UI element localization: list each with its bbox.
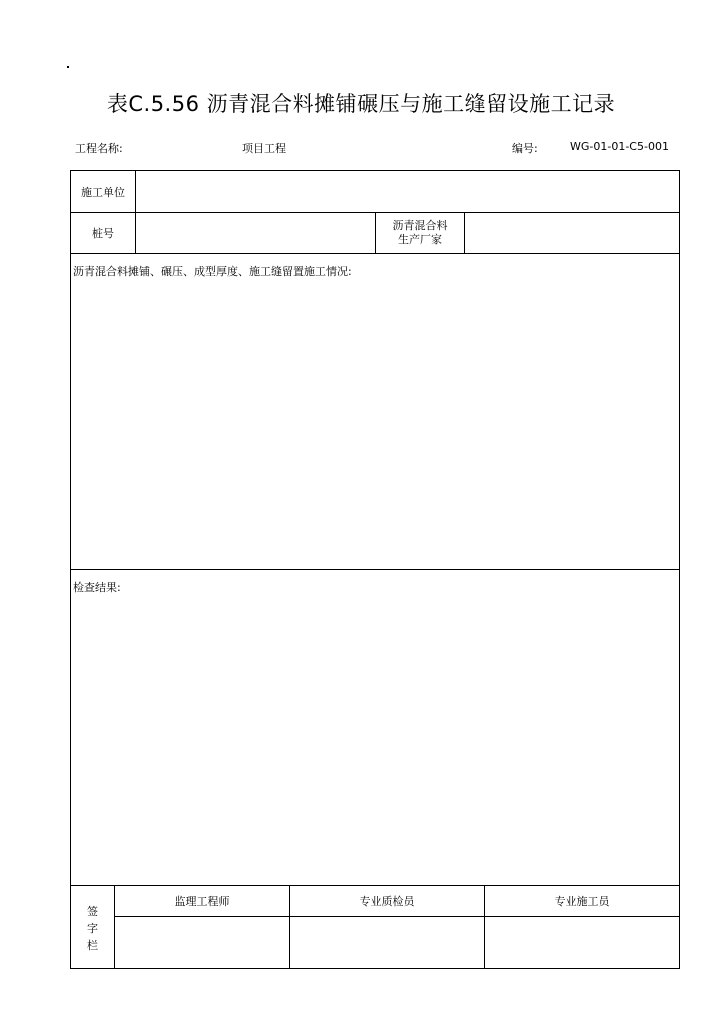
manufacturer-label-line1: 沥青混合料 [392,219,448,232]
manufacturer-label [376,213,464,253]
inspection-notes-area[interactable] [71,570,679,885]
construction-unit-label: 施工单位 [81,185,125,199]
manufacturer-label-line2: 生产厂家 [398,233,442,246]
construction-unit-field[interactable] [136,171,679,212]
signature-char: 栏 [87,939,98,952]
inspection-section-label: 检查结果: [73,581,121,594]
construction-worker-signature-field[interactable] [485,917,679,969]
station-field[interactable] [136,213,375,253]
signature-char: 字 [87,922,98,935]
record-form [70,170,680,969]
page-title: 表C.5.56 沥青混合料摊铺碾压与施工缝留设施工记录 [106,92,616,116]
quality-inspector-label: 专业质检员 [359,895,415,908]
stray-mark [67,66,69,68]
construction-worker-label: 专业施工员 [554,895,610,908]
signature-column-label [71,903,114,954]
signature-char: 签 [87,905,98,918]
paving-section-label: 沥青混合料摊铺、碾压、成型厚度、施工缝留置施工情况: [73,265,352,278]
document-number-value: WG-01-01-C5-001 [570,140,669,153]
station-label: 桩号 [92,227,114,240]
supervisor-label: 监理工程师 [174,895,230,908]
project-name-label: 工程名称: [75,142,123,155]
supervisor-signature-field[interactable] [115,917,289,969]
paving-notes-area[interactable] [71,254,679,569]
manufacturer-field[interactable] [465,213,679,253]
project-name-value: 项目工程 [242,142,286,155]
quality-inspector-signature-field[interactable] [290,917,484,969]
document-number-label: 编号: [512,142,538,155]
